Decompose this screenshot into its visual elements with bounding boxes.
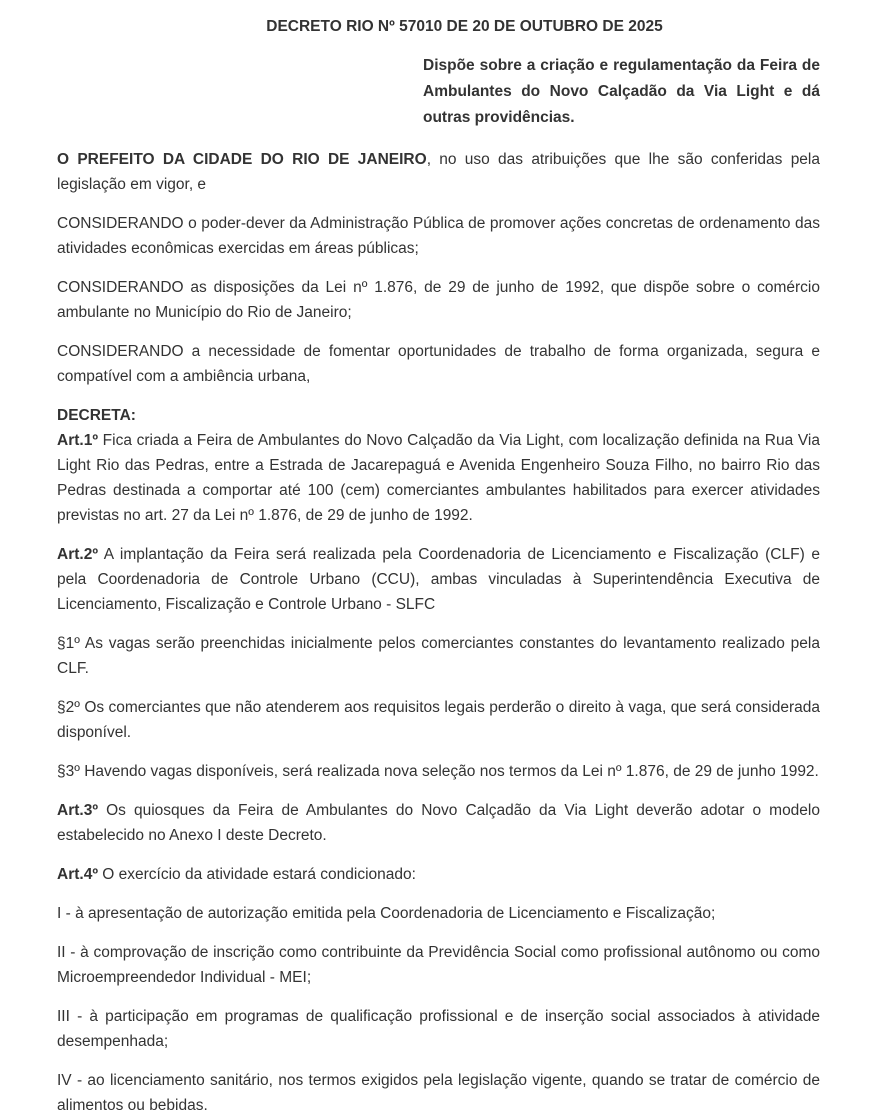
paragraph-text: , no uso das atribuições que lhe são conferidas pela legislação em vigor, e [57,151,820,193]
paragraph-art-3 [57,798,820,848]
paragraph-art-4 [57,862,820,887]
decreta-bold-lead: DECRETA: [57,407,136,424]
paragraph-text: O exercício da atividade estará condicionado: [97,866,416,883]
art3-bold-lead: Art.3º [57,802,98,819]
paragraph-art2-par-2 [57,695,820,745]
paragraph-text: CONSIDERANDO a necessidade de fomentar oportunidades de trabalho de forma organizada, segura e compatível com a ambiência urbana, [57,343,820,385]
paragraph-item-iii [57,1004,820,1054]
paragraph-text: III - à participação em programas de qualificação profissional e de inserção social associados à atividade desempenhada; [57,1008,820,1050]
paragraph-considerando-1 [57,211,820,261]
paragraph-text: A implantação da Feira será realizada pela Coordenadoria de Licenciamento e Fiscalização (CLF) e pela Coordenadoria de Controle Urbano (CCU), ambas vinculadas à Superintendência Executiva de Licenciamento, Fiscalização e Controle Urbano - SLFC [57,546,820,613]
paragraph-decreta [57,403,820,428]
paragraph-text: §2º Os comerciantes que não atenderem aos requisitos legais perderão o direito à vaga, que será considerada disponível. [57,699,820,741]
paragraph-text: I - à apresentação de autorização emitida pela Coordenadoria de Licenciamento e Fiscalização; [57,905,716,922]
paragraph-text: CONSIDERANDO as disposições da Lei nº 1.876, de 29 de junho de 1992, que dispõe sobre o comércio ambulante no Município do Rio de Janeiro; [57,279,820,321]
paragraph-art2-par-3 [57,759,820,784]
paragraph-art-2 [57,542,820,617]
paragraph-art-1 [57,428,820,528]
preamble-bold-lead: O PREFEITO DA CIDADE DO RIO DE JANEIRO [57,151,427,168]
art1-bold-lead: Art.1º [57,432,98,449]
art2-bold-lead: Art.2º [57,546,98,563]
paragraph-text: Os quiosques da Feira de Ambulantes do Novo Calçadão da Via Light deverão adotar o modelo estabelecido no Anexo I deste Decreto. [57,802,820,844]
decree-ementa: Dispõe sobre a criação e regulamentação da Feira de Ambulantes do Novo Calçadão da Via Light e dá outras providências. [423,57,820,126]
paragraph-text: II - à comprovação de inscrição como contribuinte da Previdência Social como profissional autônomo ou como Microempreendedor Individual - MEI; [57,944,820,986]
paragraph-text: §1º As vagas serão preenchidas inicialmente pelos comerciantes constantes do levantamento realizado pela CLF. [57,635,820,677]
paragraph-considerando-3 [57,339,820,389]
paragraph-text: Fica criada a Feira de Ambulantes do Novo Calçadão da Via Light, com localização definida na Rua Via Light Rio das Pedras, entre a Estrada de Jacarepaguá e Avenida Engenheiro Souza Filho, no bairro Rio das Pedras destinada a comportar até 100 (cem) comerciantes ambulantes habilitados para exercer atividades previstas no art. 27 da Lei nº 1.876, de 29 de junho de 1992. [57,432,820,524]
paragraph-text: IV - ao licenciamento sanitário, nos termos exigidos pela legislação vigente, quando se tratar de comércio de alimentos ou bebidas. [57,1072,820,1114]
paragraph-text: §3º Havendo vagas disponíveis, será realizada nova seleção nos termos da Lei nº 1.876, de 29 de junho 1992. [57,763,819,780]
paragraph-preamble [57,147,820,197]
paragraph-item-ii [57,940,820,990]
paragraph-item-i [57,901,820,926]
paragraph-item-iv [57,1068,820,1118]
paragraph-considerando-2 [57,275,820,325]
decree-title: DECRETO RIO Nº 57010 DE 20 DE OUTUBRO DE 2025 [266,18,663,35]
paragraph-art2-par-1 [57,631,820,681]
art4-bold-lead: Art.4º [57,866,98,883]
paragraph-text: CONSIDERANDO o poder-dever da Administração Pública de promover ações concretas de ordenamento das atividades econômicas exercidas em áreas públicas; [57,215,820,257]
